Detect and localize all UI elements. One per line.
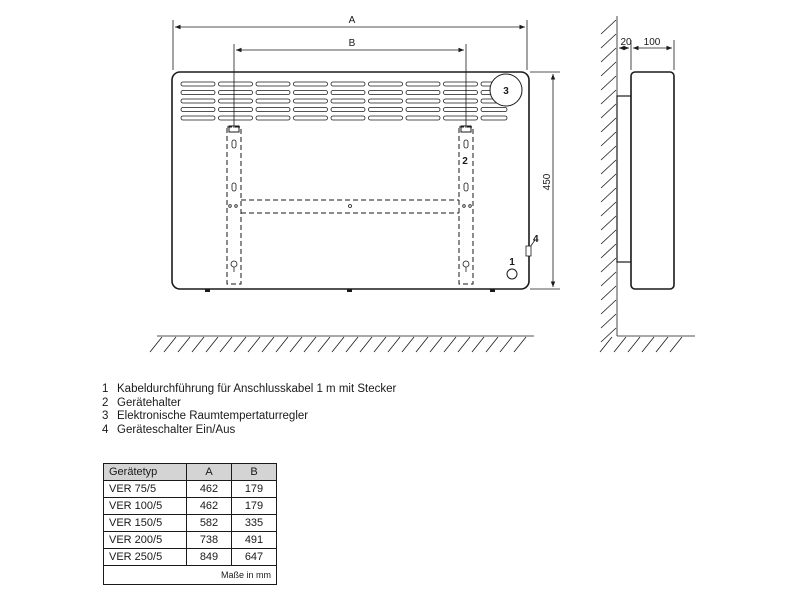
hatch-line [374, 337, 386, 352]
hatch-line [601, 34, 616, 48]
hatch-line [601, 62, 616, 76]
heater-foot-center [347, 289, 352, 292]
callout-4: 4 [533, 234, 539, 245]
hatch-line [514, 337, 526, 352]
hatch-line [601, 202, 616, 216]
cell-b: 335 [232, 515, 277, 532]
dimension-wall-gap-label: 20 [620, 37, 632, 48]
hatch-line [304, 337, 316, 352]
hatch-line [614, 337, 626, 352]
hatch-line [642, 337, 654, 352]
table-footer-row [104, 566, 277, 585]
legend-item [102, 397, 402, 411]
cell-a: 849 [187, 549, 232, 566]
hatch-line [444, 337, 456, 352]
hatch-line [601, 104, 616, 118]
hatch-line [601, 118, 616, 132]
hatch-line [601, 48, 616, 62]
hatch-line [486, 337, 498, 352]
cell-b: 179 [232, 481, 277, 498]
side-view [600, 16, 695, 352]
header-b: B [232, 464, 277, 481]
hatch-line [601, 216, 616, 230]
hatch-line [430, 337, 442, 352]
hatch-line [262, 337, 274, 352]
hatch-line [346, 337, 358, 352]
hatch-line [318, 337, 330, 352]
callout-3: 3 [503, 86, 509, 97]
hatch-line [500, 337, 512, 352]
hatch-line [628, 337, 640, 352]
hatch-line [601, 244, 616, 258]
table-header-row [104, 464, 277, 481]
legend-number: 3 [102, 410, 109, 422]
hatch-line [150, 337, 162, 352]
hatch-line [458, 337, 470, 352]
hatch-line [656, 337, 668, 352]
cell-a: 462 [187, 481, 232, 498]
cell-device-type: VER 75/5 [104, 481, 187, 498]
hatch-line [601, 188, 616, 202]
table-row [104, 498, 277, 515]
hatch-line [601, 160, 616, 174]
heater-foot-left [205, 289, 210, 292]
hatch-line [276, 337, 288, 352]
floor-hatching [150, 336, 534, 352]
device-dimensions-table [103, 463, 277, 585]
legend-item [102, 383, 402, 397]
heater-body-side [631, 72, 674, 289]
cable-entry-circle [507, 269, 517, 279]
hatch-line [601, 132, 616, 146]
table-row [104, 515, 277, 532]
table-row [104, 532, 277, 549]
hatch-line [601, 286, 616, 300]
table-row [104, 481, 277, 498]
cell-b: 647 [232, 549, 277, 566]
hatch-line [601, 272, 616, 286]
legend-item [102, 424, 402, 438]
cell-b: 491 [232, 532, 277, 549]
legend-number: 4 [102, 423, 109, 436]
callout-1: 1 [509, 257, 515, 268]
cell-a: 462 [187, 498, 232, 515]
hatch-line [601, 146, 616, 160]
dimension-b-label: B [348, 38, 356, 49]
hatch-line [402, 337, 414, 352]
cell-a: 582 [187, 515, 232, 532]
hatch-line [164, 337, 176, 352]
wall-hatching [601, 16, 617, 342]
hatch-line [416, 337, 428, 352]
cell-device-type: VER 200/5 [104, 532, 187, 549]
front-view [150, 15, 560, 352]
cell-device-type: VER 150/5 [104, 515, 187, 532]
floor-hatching-side [600, 336, 695, 352]
on-off-switch [526, 246, 531, 256]
header-device-type: Gerätetyp [104, 464, 187, 481]
dimension-depth-label: 100 [643, 37, 661, 48]
hatch-line [192, 337, 204, 352]
hatch-line [206, 337, 218, 352]
hatch-line [360, 337, 372, 352]
hatch-line [472, 337, 484, 352]
cell-b: 179 [232, 498, 277, 515]
legend-text: Elektronische Raumtempertaturregler [117, 410, 309, 422]
hatch-line [670, 337, 682, 352]
cell-device-type: VER 100/5 [104, 498, 187, 515]
hatch-line [601, 230, 616, 244]
legend [102, 383, 402, 437]
callout-2: 2 [462, 156, 468, 167]
cell-device-type: VER 250/5 [104, 549, 187, 566]
header-a: A [187, 464, 232, 481]
legend-text: Gerätehalter [117, 396, 181, 409]
hatch-line [601, 314, 616, 328]
hatch-line [601, 90, 616, 104]
hatch-line [600, 337, 612, 352]
hatch-line [332, 337, 344, 352]
hatch-line [234, 337, 246, 352]
legend-number: 1 [102, 383, 109, 395]
hatch-line [290, 337, 302, 352]
hatch-line [388, 337, 400, 352]
wall-bracket-side [617, 96, 631, 262]
hatch-line [248, 337, 260, 352]
unit-note: Maße in mm [104, 566, 277, 585]
hatch-line [601, 328, 616, 342]
dimension-height-label: 450 [542, 173, 553, 191]
hatch-line [220, 337, 232, 352]
table-row [104, 549, 277, 566]
heater-foot-right [490, 289, 495, 292]
dimension-a-label: A [348, 15, 356, 26]
legend-text: Geräteschalter Ein/Aus [117, 423, 236, 436]
legend-number: 2 [102, 396, 109, 409]
hatch-line [178, 337, 190, 352]
legend-text: Kabeldurchführung für Anschlusskabel 1 m mit Stecker [117, 383, 397, 395]
legend-item [102, 410, 402, 424]
hatch-line [601, 174, 616, 188]
hatch-line [601, 20, 616, 34]
cell-a: 738 [187, 532, 232, 549]
heater-body-front [172, 72, 529, 289]
hatch-line [601, 76, 616, 90]
hatch-line [601, 258, 616, 272]
hatch-line [601, 300, 616, 314]
